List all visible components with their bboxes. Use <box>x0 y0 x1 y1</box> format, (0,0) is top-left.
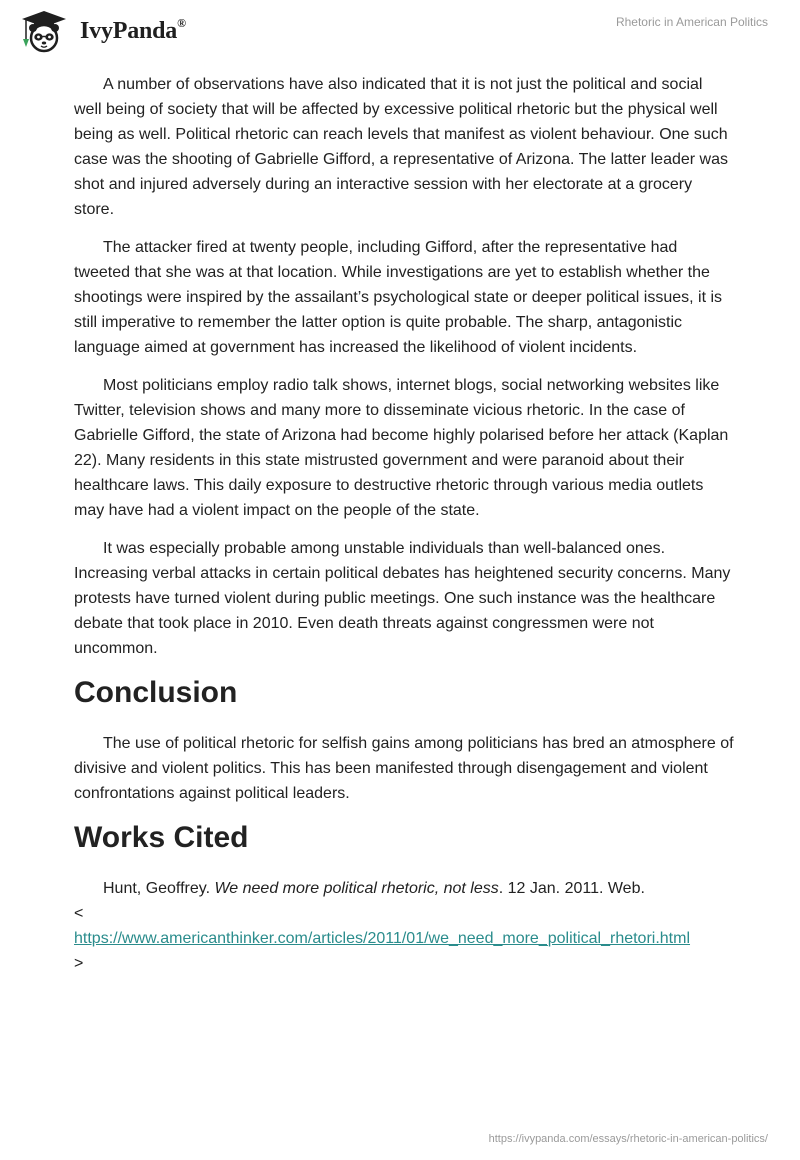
essay-content <box>74 72 734 976</box>
conclusion-heading: Conclusion <box>74 676 238 709</box>
conclusion-paragraph: The use of political rhetoric for selfish gains among politicians has bred an atmosphere of divisive and violent politics. This has been manifested through disengagement and violent confrontations against political leaders. <box>74 735 734 802</box>
brand-name: IvyPanda® <box>80 15 186 44</box>
body-paragraph: It was especially probable among unstable individuals than well-balanced ones. Increasing verbal attacks in certain political debates has heightened security concerns. Many protests have turned violent during public meetings. One such instance was the healthcare debate that took place in 2010. Even death threats against congressmen were not uncommon. <box>74 540 731 657</box>
citation-link[interactable]: https://www.americanthinker.com/articles/2011/01/we_need_more_political_rhetori.html <box>74 930 691 947</box>
citation-entry <box>74 876 734 976</box>
works-cited-heading: Works Cited <box>74 821 249 854</box>
body-paragraph: A number of observations have also indicated that it is not just the political and social well being of society that will be affected by excessive political rhetoric but the physical well being as well. Political rhetoric can reach levels that manifest as violent behaviour. One such case was the shooting of Gabrielle Gifford, a representative of Arizona. The latter leader was shot and injured adversely during an interactive session with her electorate at a grocery store. <box>74 76 728 218</box>
citation-open-bracket: < <box>74 905 84 922</box>
body-paragraph: The attacker fired at twenty people, including Gifford, after the representative had tweeted that she was at that location. While investigations are yet to establish whether the shootings were inspired by the assailant’s psychological state or deeper political issues, it is still imperative to remember the latter option is quite probable. The sharp, antagonistic language aimed at government has increased the likelihood of violent incidents. <box>74 239 723 356</box>
running-title: Rhetoric in American Politics <box>615 15 768 29</box>
body-paragraph: Most politicians employ radio talk shows, internet blogs, social networking websites like Twitter, television shows and many more to disseminate vicious rhetoric. In the case of Gabrielle Gifford, the state of Arizona had become highly polarised before her attack (Kaplan 22). Many residents in this state mistrusted government and were paranoid about their healthcare laws. This daily exposure to destructive rhetoric through various media outlets may have had a violent impact on the people of the state. <box>74 377 729 519</box>
citation-close-bracket: > <box>74 955 84 972</box>
panda-icon <box>14 9 74 53</box>
page-header <box>0 0 800 64</box>
citation-details: . 12 Jan. 2011. Web. <box>498 880 645 897</box>
citation-title: We need more political rhetoric, not less <box>214 880 499 897</box>
ivypanda-logo[interactable] <box>14 9 186 53</box>
citation-author: Hunt, Geoffrey. <box>103 880 215 897</box>
footer-url: https://ivypanda.com/essays/rhetoric-in-american-politics/ <box>488 1133 768 1145</box>
citation-text <box>74 876 734 901</box>
